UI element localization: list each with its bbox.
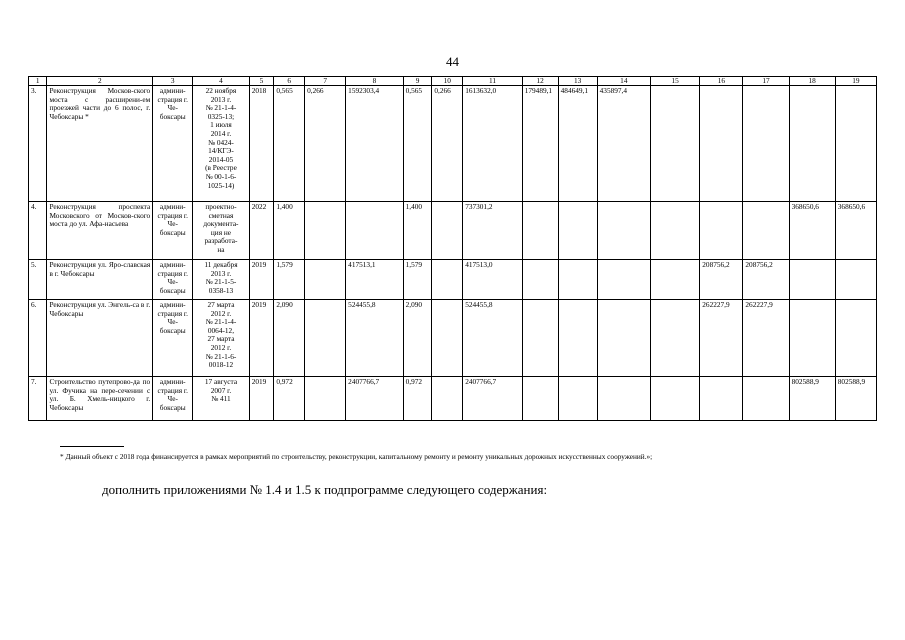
value-cell-text: 2407766,7 — [348, 377, 380, 386]
value-cell — [651, 260, 700, 300]
footnote-divider — [60, 446, 124, 447]
value-cell-text: 802588,9 — [791, 377, 819, 386]
row-number — [29, 300, 47, 377]
value-cell-text: 737301,2 — [465, 202, 493, 211]
column-header: 18 — [789, 77, 835, 86]
value-cell — [403, 377, 432, 421]
commissioning-year — [249, 86, 274, 202]
object-name-text: Реконструкция Москов-ского моста с расширени-ем проезжей части до 6 полос, г. Чебоксары * — [49, 86, 151, 121]
value-cell — [403, 86, 432, 202]
value-cell-text: 524455,8 — [465, 300, 493, 309]
value-cell — [558, 86, 597, 202]
value-cell — [522, 377, 558, 421]
commissioning-year — [249, 202, 274, 260]
value-cell-text: 1613632,0 — [465, 86, 497, 95]
customer-text: админи-страция г. Че-боксары — [157, 377, 188, 412]
value-cell — [597, 260, 650, 300]
value-cell — [305, 300, 346, 377]
value-cell — [835, 86, 876, 202]
design-documentation-text: 17 августа 2007 г. № 411 — [204, 377, 238, 404]
value-cell-text: 208756,2 — [745, 260, 773, 269]
table-row — [29, 260, 877, 300]
design-documentation — [193, 260, 249, 300]
value-cell — [403, 202, 432, 260]
customer-text: админи-страция г. Че-боксары — [157, 202, 188, 237]
value-cell-text: 179489,1 — [524, 86, 553, 95]
value-cell-text: 1592303,4 — [348, 86, 380, 95]
value-cell — [522, 300, 558, 377]
value-cell — [522, 202, 558, 260]
column-header: 3 — [153, 77, 193, 86]
commissioning-year — [249, 377, 274, 421]
value-cell — [789, 377, 835, 421]
value-cell-text: 0,565 — [405, 86, 423, 95]
design-documentation-text: 11 декабря 2013 г. № 21-1-5- 0358-13 — [204, 260, 238, 295]
value-cell-text: 0,266 — [434, 86, 451, 95]
value-cell — [274, 86, 305, 202]
customer — [153, 260, 193, 300]
object-name-text: Реконструкция ул. Энгель-са в г. Чебоксары — [49, 300, 151, 318]
customer-text: админи-страция г. Че-боксары — [157, 260, 188, 295]
customer-text: админи-страция г. Че-боксары — [157, 300, 188, 335]
commissioning-year-text: 2022 — [251, 202, 267, 211]
value-cell — [651, 86, 700, 202]
value-cell — [743, 202, 789, 260]
value-cell — [522, 86, 558, 202]
value-cell — [597, 377, 650, 421]
footnote: * Данный объект с 2018 года финансируется в рамках мероприятий по строительству, реконструкции, капитальному ремонту и ремонту уникальных дорожных искусственных сооружений.»; — [60, 452, 653, 461]
value-cell-text: 2407766,7 — [465, 377, 497, 386]
value-cell — [789, 260, 835, 300]
value-cell — [403, 260, 432, 300]
value-cell — [597, 202, 650, 260]
row-number — [29, 202, 47, 260]
row-number-text: 6. — [31, 300, 37, 309]
design-documentation — [193, 300, 249, 377]
value-cell — [789, 300, 835, 377]
column-header: 16 — [700, 77, 743, 86]
value-cell — [463, 260, 523, 300]
column-header: 15 — [651, 77, 700, 86]
value-cell — [651, 300, 700, 377]
value-cell-text: 417513,0 — [465, 260, 493, 269]
value-cell — [305, 260, 346, 300]
commissioning-year-text: 2019 — [251, 260, 267, 269]
value-cell — [651, 377, 700, 421]
column-header: 5 — [249, 77, 274, 86]
object-name-text: Реконструкция проспекта Московского от Москов-ского моста до ул. Афа-насьева — [49, 202, 151, 229]
object-name — [47, 300, 153, 377]
value-cell — [597, 300, 650, 377]
value-cell — [432, 377, 463, 421]
value-cell — [432, 202, 463, 260]
value-cell — [835, 377, 876, 421]
column-header: 7 — [305, 77, 346, 86]
value-cell — [274, 377, 305, 421]
value-cell — [700, 202, 743, 260]
design-documentation — [193, 377, 249, 421]
value-cell — [743, 377, 789, 421]
column-header: 6 — [274, 77, 305, 86]
design-documentation — [193, 86, 249, 202]
value-cell — [463, 86, 523, 202]
value-cell-text: 2,090 — [405, 300, 423, 309]
object-name — [47, 202, 153, 260]
value-cell — [700, 377, 743, 421]
table-row — [29, 300, 877, 377]
row-number-text: 3. — [31, 86, 37, 95]
value-cell-text: 1,400 — [405, 202, 423, 211]
customer — [153, 377, 193, 421]
object-name — [47, 260, 153, 300]
value-cell — [346, 377, 403, 421]
value-cell — [651, 202, 700, 260]
value-cell — [700, 86, 743, 202]
value-cell — [835, 202, 876, 260]
column-header: 2 — [47, 77, 153, 86]
road-objects-table — [28, 76, 877, 421]
commissioning-year — [249, 260, 274, 300]
row-number-text: 5. — [31, 260, 37, 269]
value-cell — [346, 202, 403, 260]
row-number — [29, 86, 47, 202]
value-cell-text: 262227,9 — [745, 300, 773, 309]
value-cell — [835, 300, 876, 377]
value-cell-text: 368650,6 — [837, 202, 866, 211]
column-header: 13 — [558, 77, 597, 86]
value-cell — [597, 86, 650, 202]
value-cell — [789, 86, 835, 202]
value-cell-text: 1,579 — [276, 260, 293, 269]
value-cell — [835, 260, 876, 300]
value-cell-text: 484649,1 — [560, 86, 589, 95]
column-header: 8 — [346, 77, 403, 86]
value-cell — [463, 202, 523, 260]
value-cell — [403, 300, 432, 377]
page-number: 44 — [446, 54, 459, 69]
value-cell-text: 1,579 — [405, 260, 423, 269]
commissioning-year-text: 2019 — [251, 300, 267, 309]
design-documentation-text: 22 ноября 2013 г. № 21-1-4- 0325-13; 1 июля 2014 г. № 0424- 14/КГЭ- 2014-05 (в Реестре № 00-1-6- 1025-14) — [205, 86, 237, 190]
row-number — [29, 377, 47, 421]
closing-paragraph: дополнить приложениями № 1.4 и 1.5 к подпрограмме следующего содержания: — [102, 482, 548, 497]
value-cell — [743, 300, 789, 377]
value-cell-text: 2,090 — [276, 300, 293, 309]
value-cell — [558, 260, 597, 300]
column-header: 14 — [597, 77, 650, 86]
value-cell — [789, 202, 835, 260]
value-cell-text: 208756,2 — [702, 260, 730, 269]
table-row — [29, 377, 877, 421]
customer — [153, 202, 193, 260]
row-number-text: 4. — [31, 202, 37, 211]
row-number-text: 7. — [31, 377, 37, 386]
value-cell — [558, 377, 597, 421]
value-cell — [463, 300, 523, 377]
row-number — [29, 260, 47, 300]
column-header: 12 — [522, 77, 558, 86]
value-cell-text: 368650,6 — [791, 202, 819, 211]
value-cell — [305, 86, 346, 202]
column-header: 9 — [403, 77, 432, 86]
commissioning-year-text: 2018 — [251, 86, 267, 95]
value-cell — [274, 202, 305, 260]
value-cell — [522, 260, 558, 300]
value-cell — [274, 300, 305, 377]
value-cell — [346, 86, 403, 202]
column-number-row — [29, 77, 877, 86]
column-header: 11 — [463, 77, 523, 86]
customer-text: админи-страция г. Че-боксары — [157, 86, 188, 121]
value-cell-text: 802588,9 — [837, 377, 866, 386]
design-documentation-text: проектно- сметная документа- ция не разработа- на — [203, 202, 239, 254]
value-cell — [346, 300, 403, 377]
customer — [153, 300, 193, 377]
value-cell-text: 1,400 — [276, 202, 293, 211]
value-cell — [432, 260, 463, 300]
design-documentation-text: 27 марта 2012 г. № 21-1-4- 0064-12, 27 марта 2012 г. № 21-1-6- 0018-12 — [205, 300, 237, 370]
value-cell-text: 0,565 — [276, 86, 293, 95]
value-cell — [743, 86, 789, 202]
column-header: 10 — [432, 77, 463, 86]
design-documentation — [193, 202, 249, 260]
value-cell — [700, 300, 743, 377]
value-cell — [305, 377, 346, 421]
value-cell-text: 435897,4 — [599, 86, 628, 95]
value-cell-text: 0,972 — [276, 377, 293, 386]
customer — [153, 86, 193, 202]
column-header: 1 — [29, 77, 47, 86]
object-name-text: Реконструкция ул. Яро-славская в г. Чебоксары — [49, 260, 151, 278]
value-cell-text: 0,972 — [405, 377, 423, 386]
value-cell — [346, 260, 403, 300]
commissioning-year-text: 2019 — [251, 377, 267, 386]
value-cell — [558, 300, 597, 377]
object-name — [47, 86, 153, 202]
object-name — [47, 377, 153, 421]
value-cell — [700, 260, 743, 300]
column-header: 17 — [743, 77, 789, 86]
value-cell — [305, 202, 346, 260]
table-row — [29, 86, 877, 202]
column-header: 4 — [193, 77, 249, 86]
value-cell — [558, 202, 597, 260]
commissioning-year — [249, 300, 274, 377]
value-cell — [432, 300, 463, 377]
value-cell — [743, 260, 789, 300]
value-cell-text: 262227,9 — [702, 300, 730, 309]
object-name-text: Строительство путепрово-да по ул. Фучика на пере-сечении с ул. Б. Хмель-ницкого г. Чебоксары — [49, 377, 151, 412]
value-cell — [432, 86, 463, 202]
value-cell-text: 0,266 — [307, 86, 324, 95]
table-row — [29, 202, 877, 260]
value-cell-text: 417513,1 — [348, 260, 376, 269]
value-cell — [463, 377, 523, 421]
value-cell-text: 524455,8 — [348, 300, 376, 309]
value-cell — [274, 260, 305, 300]
column-header: 19 — [835, 77, 876, 86]
